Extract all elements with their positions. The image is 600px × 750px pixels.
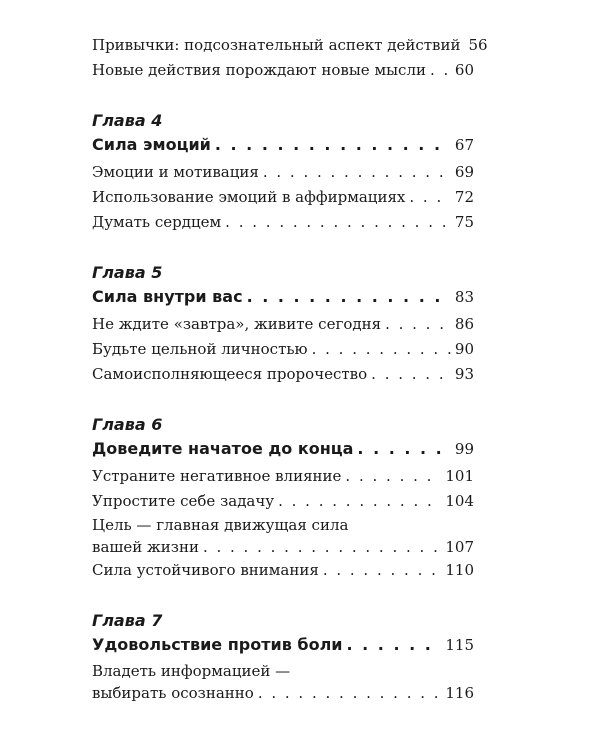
dot-leader [278,489,441,514]
toc-entry[interactable] [92,558,474,583]
toc-entry-page: 86 [454,315,474,333]
toc-entry-title: Использование эмоций в аффирмациях [92,188,406,206]
toc-entry-page: 75 [454,213,474,231]
toc-entry[interactable] [92,58,474,83]
toc-entry-page: 90 [454,340,474,358]
dot-leader [409,185,451,210]
chapter-page: 67 [454,136,474,154]
toc-entry-title: Не ждите «завтра», живите сегодня [92,315,382,333]
chapter-title-text: Сила эмоций [92,135,211,154]
chapter-label: Глава 7 [92,611,163,630]
toc-entry-title: Думать сердцем [92,213,222,231]
toc-entry[interactable] [92,210,474,235]
toc-entry[interactable] [92,464,474,489]
toc-entry-title: Привычки: подсознательный аспект действий [92,36,461,54]
toc-entry-page: 69 [454,163,474,181]
chapter-page: 83 [454,288,474,306]
chapter-label: Глава 6 [92,415,163,434]
toc-entry-page: 101 [445,467,474,485]
toc-entry-page: 56 [468,36,488,54]
dot-leader [385,312,451,337]
chapter-title[interactable] [92,284,474,310]
dot-leader [215,132,451,158]
toc-entry[interactable] [92,660,474,704]
dot-leader [263,160,451,185]
toc-entry-title: Эмоции и мотивация [92,163,259,181]
toc-entry[interactable] [92,514,474,558]
toc-entry[interactable] [92,489,474,514]
toc-entry-title: Самоисполняющееся пророчество [92,365,368,383]
toc-entry-page: 72 [454,188,474,206]
table-of-contents [92,33,488,704]
chapter-title-text: Удовольствие против боли [92,635,343,654]
dot-leader [225,210,451,235]
chapter-title[interactable] [92,436,474,462]
toc-entry-title: выбирать осознанно [92,684,254,702]
dot-leader [312,337,451,362]
toc-entry-page: 60 [454,61,474,79]
toc-entry[interactable] [92,312,474,337]
toc-entry-page: 104 [445,492,474,510]
toc-entry[interactable] [92,185,474,210]
toc-entry[interactable] [92,362,474,387]
toc-entry-page: 116 [445,684,474,702]
dot-leader [345,464,441,489]
chapter-title-text: Доведите начатое до конца [92,439,354,458]
toc-entry[interactable] [92,33,488,58]
chapter-label: Глава 4 [92,111,163,130]
toc-entry-title-line1: Цель — главная движущая сила [92,516,349,534]
toc-entry-page: 107 [445,538,474,556]
chapter-label: Глава 5 [92,263,163,282]
toc-entry[interactable] [92,337,474,362]
toc-entry-title: Новые действия порождают новые мысли [92,61,426,79]
dot-leader [203,536,441,558]
toc-entry-title: Сила устойчивого внимания [92,561,319,579]
chapter-page: 115 [445,636,474,654]
chapter-title[interactable] [92,132,474,158]
chapter-page: 99 [454,440,474,458]
dot-leader [247,284,451,310]
dot-leader [430,58,451,83]
toc-entry-title: Упростите себе задачу [92,492,275,510]
dot-leader [258,682,442,704]
chapter-title[interactable] [92,632,474,658]
dot-leader [323,558,442,583]
dot-leader [347,632,442,658]
toc-entry-page: 110 [445,561,474,579]
toc-entry-title: Будьте цельной личностью [92,340,308,358]
chapter-title-text: Сила внутри вас [92,287,243,306]
dot-leader [357,436,450,462]
toc-entry-title: вашей жизни [92,538,199,556]
toc-entry-title: Устраните негативное влияние [92,467,342,485]
toc-entry-page: 93 [454,365,474,383]
toc-entry[interactable] [92,160,474,185]
dot-leader [371,362,451,387]
toc-entry-title-line1: Владеть информацией — [92,662,291,680]
